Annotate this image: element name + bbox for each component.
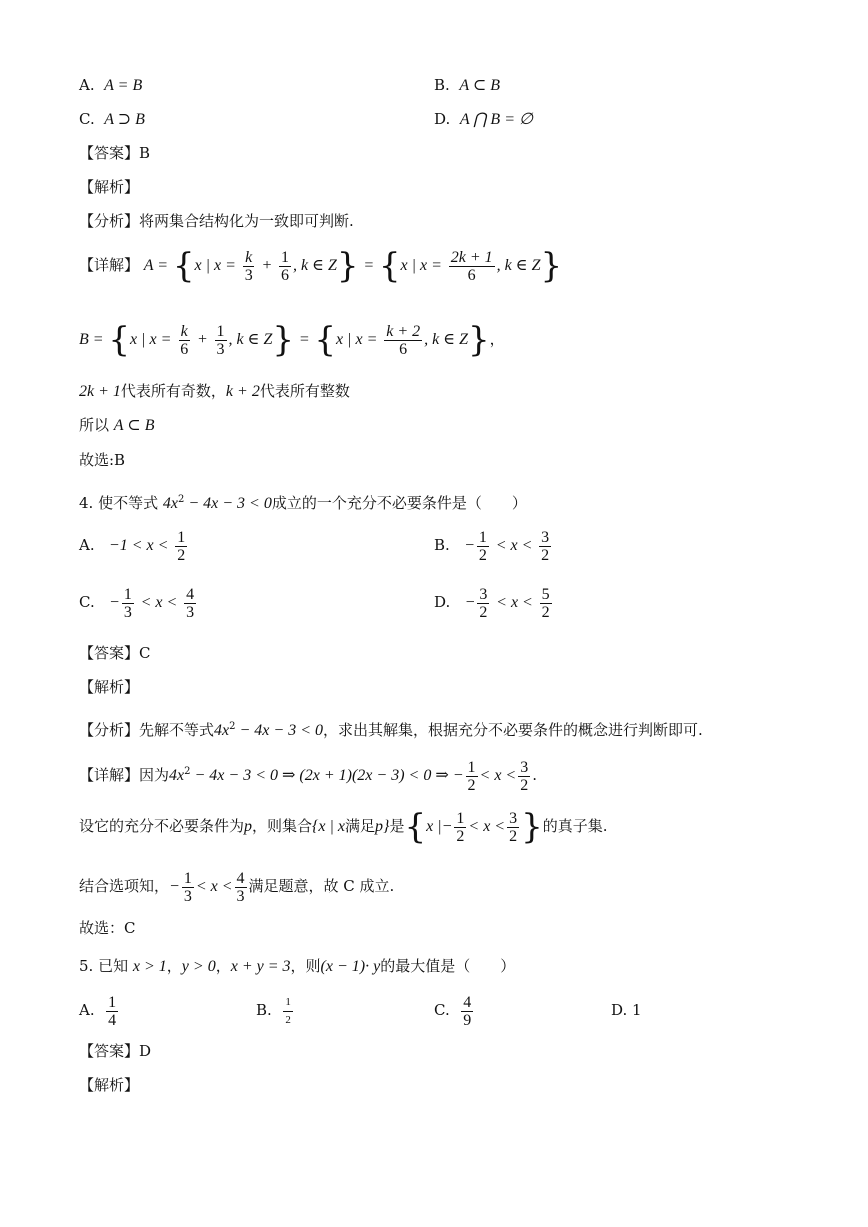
q4-analysis-heading: 【解析】 bbox=[79, 678, 140, 696]
q5-option-b: B. $\frac{1}{2}$ bbox=[256, 995, 291, 1026]
q5-option-a: A. $\frac{1}{4}$ bbox=[79, 993, 117, 1029]
q3-option-d-expr: A ⋂ B = ∅ bbox=[459, 111, 533, 128]
q3-fenxi: 【分析】将两集合结构化为一致即可判断. bbox=[79, 212, 354, 230]
q5-analysis-heading: 【解析】 bbox=[79, 1076, 140, 1094]
q5-option-d: D. 1 bbox=[611, 1001, 642, 1019]
q5-option-c: C. $\frac{4}{9}$ bbox=[434, 993, 472, 1029]
q3-odd-even: 2k + 1代表所有奇数，k + 2代表所有整数 bbox=[79, 382, 350, 400]
q4-option-c: C. − $\frac{1}{3}$ < x < $\frac{4}{3}$ bbox=[79, 585, 195, 621]
q3-detail-setA: 【详解】 A = {x | x = $\frac{k}{3}$ + $\frac{1}{6}$ , k ∈ Z} = {x | x = $\frac{2k + 1}{6}$ , k ∈ Z} bbox=[79, 246, 563, 286]
q3-option-c-expr: A ⊃ B bbox=[104, 111, 145, 128]
q4-stem: 4. 使不等式 $4x^2 - 4x - 3 < 0$成立的一个充分不必要条件是（ ） bbox=[79, 494, 527, 512]
q3-analysis-heading: 【解析】 bbox=[79, 178, 140, 196]
q3-conclusion: 所以 A ⊂ B bbox=[79, 416, 155, 434]
q4-option-d: D. − $\frac{3}{2}$ < x < $\frac{5}{2}$ bbox=[434, 585, 550, 621]
q3-option-d: D. A ⋂ B = ∅ bbox=[434, 110, 533, 128]
q4-fenxi: 【分析】先解不等式$4x^2 - 4x - 3 < 0$，求出其解集，根据充分不必要条件的概念进行判断即可. bbox=[79, 721, 703, 739]
q5-answer: 【答案】D bbox=[79, 1042, 152, 1060]
q3-choose: 故选:B bbox=[79, 451, 126, 469]
q3-detail-setB: B = {x | x = $\frac{k}{6}$ + $\frac{1}{3}$ , k ∈ Z} = {x | x = $\frac{k + 2}{6}$ , k ∈ Z}， bbox=[79, 320, 505, 360]
q4-combine: 结合选项知，− $\frac{1}{3}$ < x < $\frac{4}{3}$ 满足题意，故 C 成立. bbox=[79, 869, 395, 905]
q3-option-b: B. A ⊂ B bbox=[434, 76, 501, 94]
q3-option-a: A. A = B bbox=[79, 76, 143, 94]
q5-stem: 5. 已知 x > 1，y > 0，x + y = 3，则(x − 1)· y的最大值是（ ） bbox=[79, 957, 516, 975]
q4-answer: 【答案】C bbox=[79, 644, 151, 662]
q4-let-p: 设它的充分不必要条件为p，则集合{x | x满足p}是{x |− $\frac{1}{2}$ < x < $\frac{3}{2}$ }的真子集. bbox=[79, 807, 608, 847]
q3-option-a-expr: A = B bbox=[104, 77, 143, 94]
q3-answer: 【答案】B bbox=[79, 144, 151, 162]
q4-option-b: B. − $\frac{1}{2}$ < x < $\frac{3}{2}$ bbox=[434, 528, 550, 564]
q3-option-c: C. A ⊃ B bbox=[79, 110, 145, 128]
q4-choose: 故选：C bbox=[79, 919, 136, 937]
q3-option-b-expr: A ⊂ B bbox=[459, 77, 501, 94]
q4-detail: 【详解】因为$4x^2 - 4x - 3 < 0$ ⇒ (2x + 1)(2x − 3) < 0 ⇒ − $\frac{1}{2}$ < x < $\frac{3}{2}$ . bbox=[79, 758, 537, 794]
q4-option-a: A. −1 < x < $\frac{1}{2}$ bbox=[79, 528, 186, 564]
